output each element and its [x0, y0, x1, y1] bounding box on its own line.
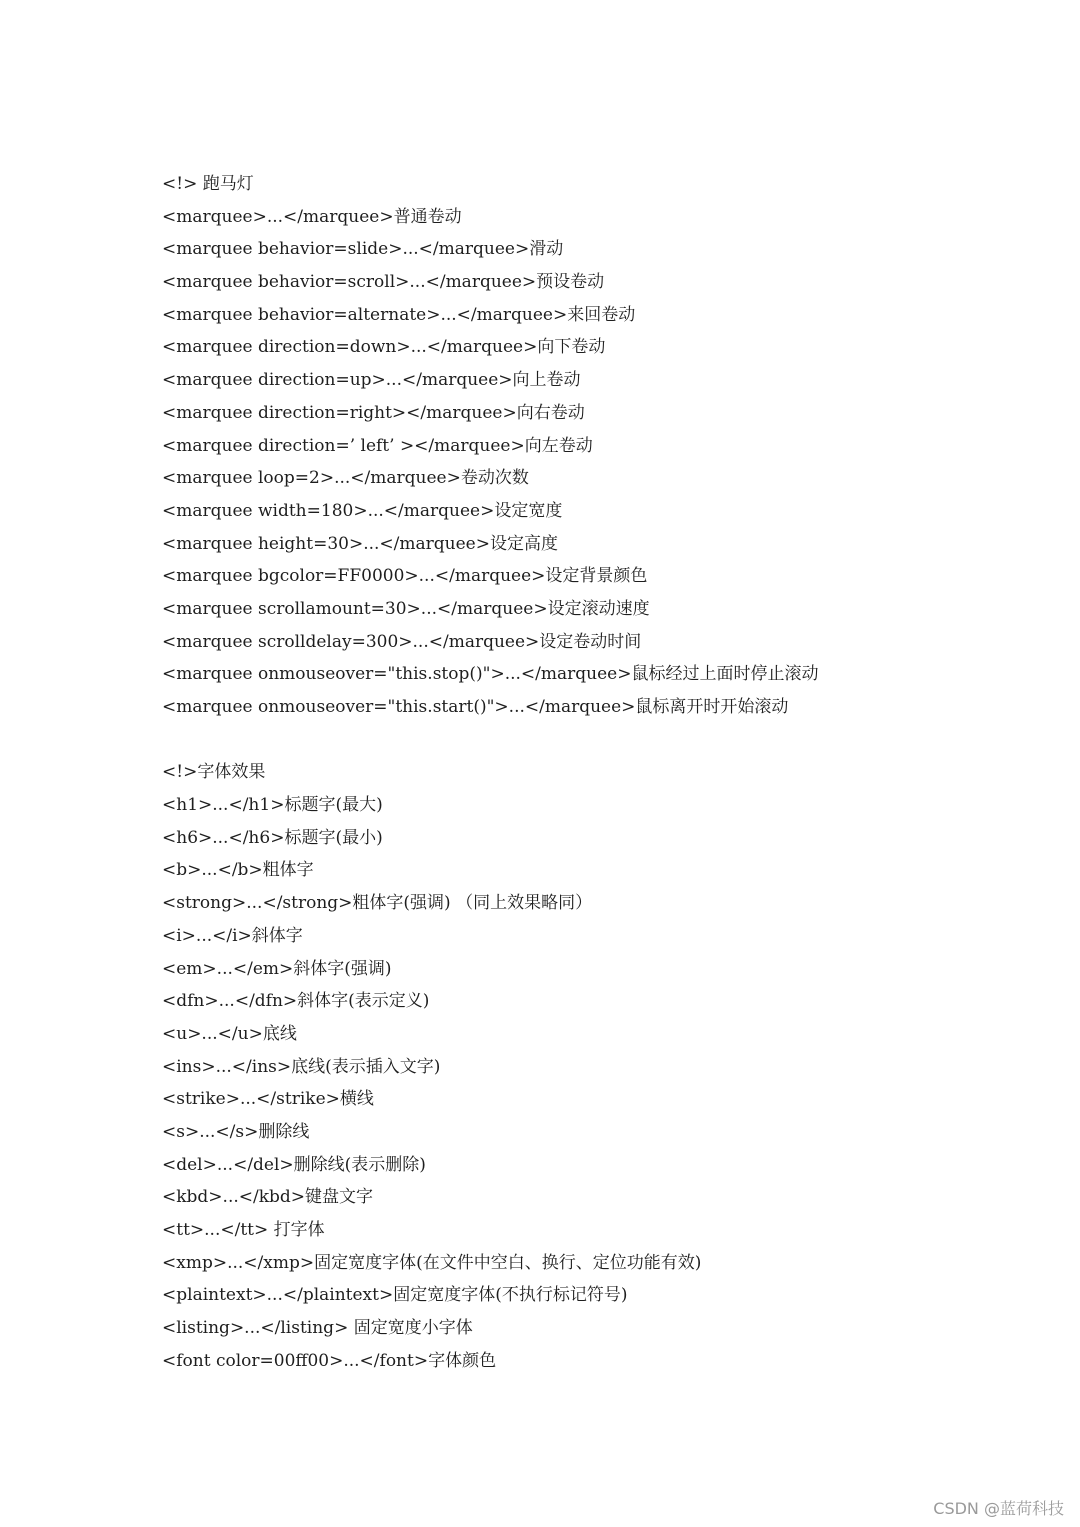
- doc-line: <tt>...</tt> 打字体: [162, 1220, 325, 1240]
- doc-line: <strike>...</strike>横线: [162, 1089, 374, 1110]
- doc-line: <s>...</s>删除线: [162, 1121, 310, 1142]
- doc-line: <font color=00ff00>...</font>字体颜色: [162, 1350, 497, 1371]
- doc-line: <b>...</b>粗体字: [162, 860, 314, 881]
- doc-line: <marquee onmouseover="this.stop()">...</marquee>鼠标经过上面时停止滚动: [162, 664, 819, 685]
- doc-line: <u>...</u>底线: [162, 1023, 297, 1044]
- doc-line: <marquee direction=up>...</marquee>向上卷动: [162, 370, 581, 391]
- doc-line: <marquee behavior=slide>...</marquee>滑动: [162, 239, 564, 260]
- marquee-section: [162, 168, 1042, 724]
- doc-line: <marquee behavior=scroll>...</marquee>预设卷动: [162, 272, 605, 293]
- doc-line: <xmp>...</xmp>固定宽度字体(在文件中空白、换行、定位功能有效): [162, 1252, 702, 1273]
- section-heading-marquee: <!> 跑马灯: [162, 174, 254, 194]
- doc-line: <marquee direction=’ left’ ></marquee>向左卷动: [162, 435, 593, 456]
- doc-line: <marquee scrollamount=30>...</marquee>设定滚动速度: [162, 598, 650, 619]
- doc-line: <kbd>...</kbd>键盘文字: [162, 1187, 374, 1208]
- doc-line: <del>...</del>删除线(表示删除): [162, 1154, 426, 1175]
- doc-line: <marquee direction=down>...</marquee>向下卷动: [162, 337, 606, 358]
- doc-line: <marquee direction=right></marquee>向右卷动: [162, 402, 585, 423]
- doc-line: <marquee width=180>...</marquee>设定宽度: [162, 500, 563, 521]
- doc-line: <em>...</em>斜体字(强调): [162, 958, 392, 979]
- doc-line: <listing>...</listing> 固定宽度小字体: [162, 1318, 473, 1339]
- doc-line: <i>...</i>斜体字: [162, 925, 303, 946]
- doc-line: <h6>...</h6>标题字(最小): [162, 827, 383, 848]
- doc-line: <marquee onmouseover="this.start()">...</marquee>鼠标离开时开始滚动: [162, 697, 789, 717]
- doc-line: <marquee>...</marquee>普通卷动: [162, 206, 462, 227]
- doc-line: <marquee scrolldelay=300>...</marquee>设定卷动时间: [162, 631, 642, 652]
- doc-line: <h1>...</h1>标题字(最大): [162, 795, 383, 816]
- doc-line: <dfn>...</dfn>斜体字(表示定义): [162, 991, 430, 1012]
- section-spacer: [162, 724, 1042, 757]
- doc-line: <ins>...</ins>底线(表示插入文字): [162, 1056, 441, 1077]
- section-heading-font-effects: <!>字体效果: [162, 762, 266, 783]
- doc-line: <strong>...</strong>粗体字(强调) （同上效果略同）: [162, 893, 593, 914]
- doc-line: <marquee height=30>...</marquee>设定高度: [162, 533, 558, 554]
- doc-line: <marquee bgcolor=FF0000>...</marquee>设定背景颜色: [162, 566, 648, 587]
- doc-line: <marquee loop=2>...</marquee>卷动次数: [162, 468, 529, 489]
- font-effects-section: [162, 756, 1042, 1377]
- doc-line: <marquee behavior=alternate>...</marquee>来回卷动: [162, 304, 636, 325]
- watermark: CSDN @蓝荷科技: [933, 1499, 1064, 1518]
- doc-line: <plaintext>...</plaintext>固定宽度字体(不执行标记符号): [162, 1285, 628, 1306]
- document-body: [162, 168, 1042, 1377]
